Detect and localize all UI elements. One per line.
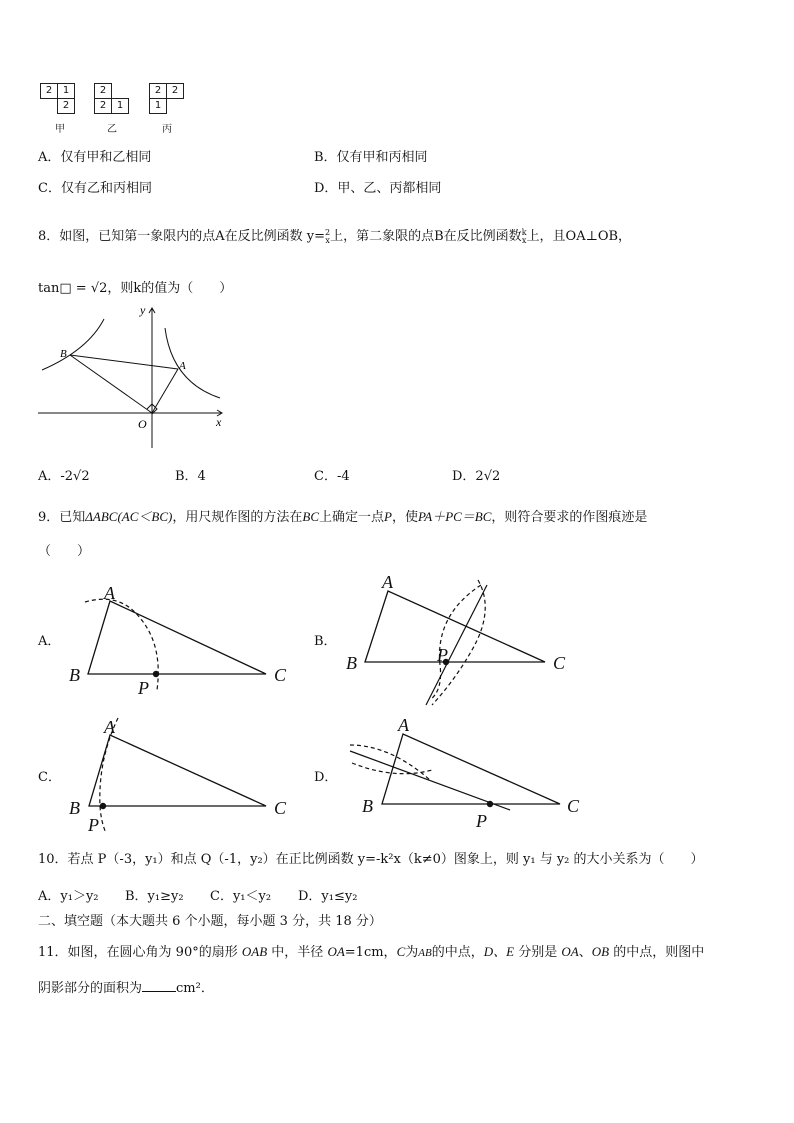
svg-text:C: C <box>553 653 566 673</box>
q8-option-b: B．4 <box>175 469 206 484</box>
svg-text:P: P <box>88 815 99 835</box>
q7-option-b: B．仅有甲和丙相同 <box>314 150 428 165</box>
svg-text:B: B <box>69 665 80 685</box>
q8-option-c: C．-4 <box>314 469 350 484</box>
view-bing-cell-1: 2 <box>149 83 167 99</box>
svg-text:B: B <box>346 653 357 673</box>
label-a: A <box>179 360 186 372</box>
svg-text:P: P <box>476 811 487 831</box>
q8-stem-line1: 8．如图，已知第一象限内的点A在反比例函数 y=2 x上，第二象限的点B在反比例函数k x上，且OA⊥OB， <box>38 227 632 245</box>
svg-text:C: C <box>274 665 287 685</box>
view-bing-caption: 丙 <box>162 124 172 135</box>
q9-option-d-label[interactable]: D． <box>314 770 338 785</box>
section-heading-fill-in: 二、填空题（本大题共 6 个小题，每小题 3 分，共 18 分） <box>38 914 382 929</box>
svg-text:B: B <box>362 796 373 816</box>
view-jia-cell-3: 2 <box>57 98 75 114</box>
view-jia-caption: 甲 <box>55 124 65 135</box>
point-p-a <box>153 671 159 677</box>
view-yi-caption: 乙 <box>107 124 117 135</box>
q10-option-d: D．y₁≤y₂ <box>298 889 358 904</box>
q9-stem-line2: （ ） <box>38 544 91 559</box>
svg-text:P: P <box>437 645 448 665</box>
label-x: x <box>216 415 222 429</box>
view-bing-cell-2: 2 <box>166 83 184 99</box>
q9-stem-line1: 9．已知ΔABC(AC＜BC)，用尺规作图的方法在BC上确定一点P，使PA＋PC＝BC，则符合要求的作图痕迹是 <box>38 509 648 525</box>
q8-fraction-k-over-x: k x <box>521 227 527 245</box>
q9-option-c-label[interactable]: C． <box>38 770 61 785</box>
q8-stem-line2: tan□ = √2，则k的值为（ ） <box>38 281 233 296</box>
q9-option-a-label[interactable]: A． <box>38 634 61 649</box>
svg-text:C: C <box>274 798 287 818</box>
view-yi-cell-2: 2 <box>94 98 112 114</box>
label-b: B <box>60 348 67 360</box>
view-bing-cell-3: 1 <box>149 98 167 114</box>
svg-text:A: A <box>382 572 393 592</box>
q8-fraction-2-over-x: 2 x <box>325 227 331 245</box>
q9-option-b-label[interactable]: B． <box>314 634 337 649</box>
view-jia-cell-2: 1 <box>57 83 75 99</box>
view-yi-cell-1: 2 <box>94 83 112 99</box>
svg-text:B: B <box>69 798 80 818</box>
q8-option-d: D．2√2 <box>452 469 501 484</box>
q7-option-c: C．仅有乙和丙相同 <box>38 181 152 196</box>
q9-figure-b <box>346 572 566 705</box>
svg-text:A: A <box>104 583 115 603</box>
svg-text:P: P <box>138 678 149 698</box>
q10-option-c: C．y₁＜y₂ <box>210 889 272 904</box>
q9-figure-c <box>69 717 287 835</box>
view-jia-cell-1: 2 <box>40 83 58 99</box>
point-p-d <box>487 801 493 807</box>
q10-stem: 10．若点 P（-3，y₁）和点 Q（-1，y₂）在正比例函数 y=-k²x（k≠0）图象上，则 y₁ 与 y₂ 的大小关系为（ ） <box>38 852 704 867</box>
svg-text:A: A <box>398 715 409 735</box>
q7-option-a: A．仅有甲和乙相同 <box>38 150 152 165</box>
q11-stem-line1: 11．如图，在圆心角为 90°的扇形 OAB 中，半径 OA=1cm，C为AB的中点，D、E 分别是 OA、OB 的中点，则图中 <box>38 944 705 960</box>
q10-option-b: B．y₁≥y₂ <box>125 889 184 904</box>
point-p-c <box>100 803 106 809</box>
q10-option-a: A．y₁＞y₂ <box>38 889 99 904</box>
svg-text:A: A <box>104 717 115 737</box>
q9-figure-a <box>69 583 287 698</box>
q7-option-d: D．甲、乙、丙都相同 <box>314 181 442 196</box>
svg-text:C: C <box>567 796 580 816</box>
q8-option-a: A．-2√2 <box>38 469 90 484</box>
label-y: y <box>140 303 146 317</box>
label-o: O <box>138 417 147 431</box>
view-yi-cell-3: 1 <box>111 98 129 114</box>
q11-stem-line2: 阴影部分的面积为 cm²． <box>38 981 214 996</box>
answer-blank[interactable] <box>142 981 176 992</box>
q9-figure-d <box>350 715 580 831</box>
